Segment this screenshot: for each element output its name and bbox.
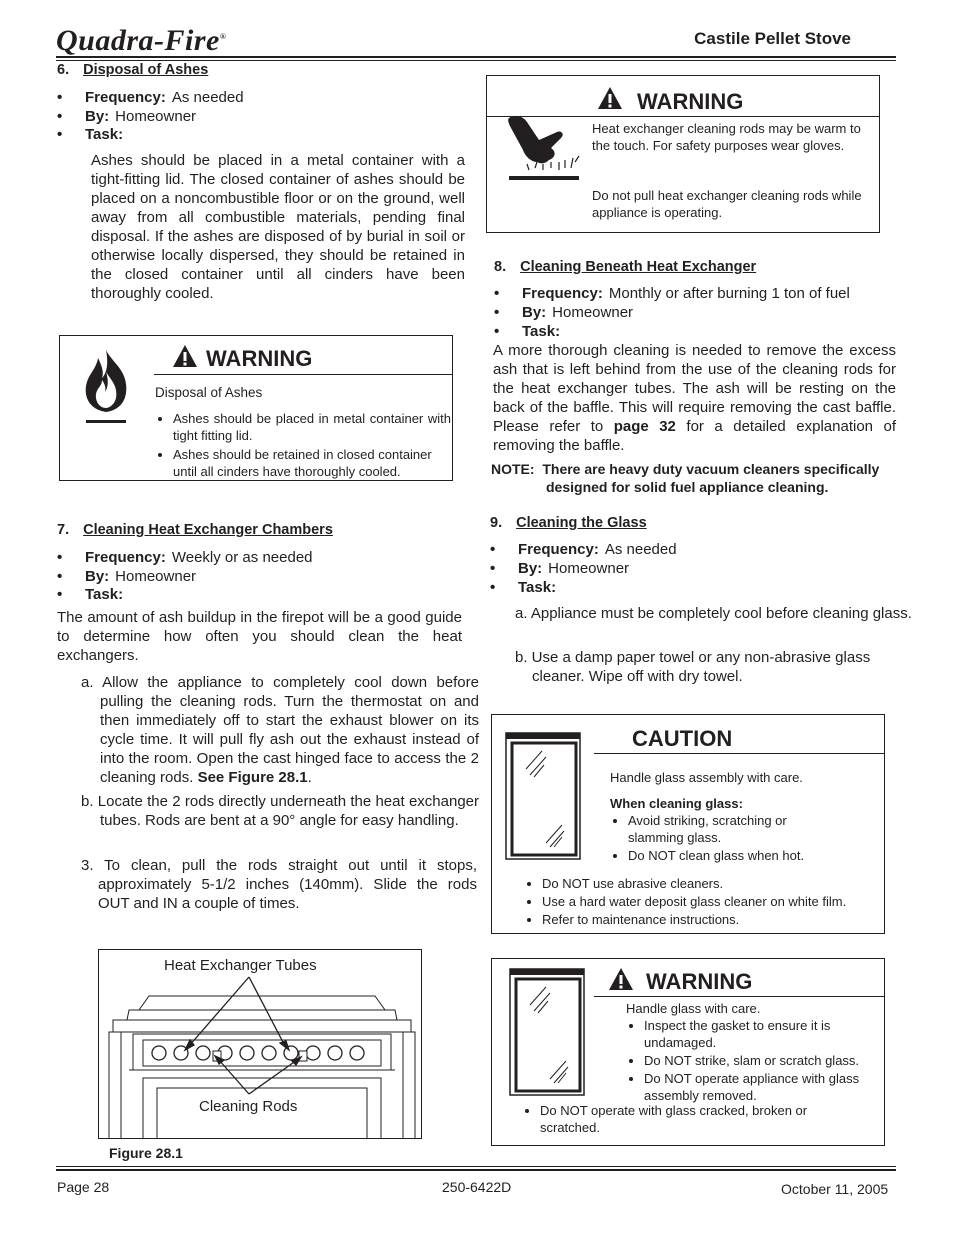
figure-label-tubes: Heat Exchanger Tubes [164,957,317,974]
hot-surface-hand-icon [505,112,581,184]
warning-heading: WARNING [637,89,744,114]
caution-heading: CAUTION [632,726,733,751]
warning-item: • Ashes should be retained in closed container until all cinders have thoroughly cooled. [173,446,451,480]
section-6-heading: 6. Disposal of Ashes [57,62,209,78]
section-9-frequency: • Frequency: As needed [490,541,677,558]
warning-text-operating: Do not pull heat exchanger cleaning rods while appliance is operating. [592,188,862,220]
section-8-by: • By: Homeowner [494,304,634,321]
section-9-step-a: a. Appliance must be completely cool before cleaning glass. [515,605,912,622]
section-6-task: • Task: [57,126,124,143]
document-title: Castile Pellet Stove [694,29,851,48]
brand-logo: Quadra-Fire® [56,24,227,57]
glass-panel-icon [508,967,586,1097]
figure-28-1 [98,949,422,1139]
section-8-frequency: • Frequency: Monthly or after burning 1 ton of fuel [494,285,850,302]
warning-header [594,959,884,997]
caution-box-glass [491,714,885,934]
section-7-step-a: a. Allow the appliance to completely cool down before pulling the cleaning rods. Turn the thermostat on and then immediately off to start the exhaust blower on its cycle time. It will pull fly ash out the exhaust instead of into the room. Open the cast hinged face to access the 2 cleaning rods. See Figure 28.1. [81,674,479,786]
warning-triangle-icon [597,86,623,110]
warning-item: • Ashes should be placed in metal container with tight fitting lid. [173,410,451,444]
footer-rule [56,1169,896,1171]
warning-heading: WARNING [206,346,313,371]
page-number: Page 28 [57,1179,110,1195]
warning-item: • Do NOT strike, slam or scratch glass. [644,1052,880,1069]
caution-item: • Do NOT use abrasive cleaners. [542,875,882,892]
warning-item: • Do NOT operate with glass cracked, broken or scratched. [540,1102,832,1136]
caution-item: • Avoid striking, scratching or slamming glass. [628,812,810,846]
warning-title: Disposal of Ashes [155,385,263,400]
warning-box-rods [486,75,880,233]
warning-header [154,336,452,375]
section-6-by: • By: Homeowner [57,108,197,125]
caution-item: • Refer to maintenance instructions. [542,911,882,928]
section-9-task: • Task: [490,579,557,596]
document-date: October 11, 2005 [781,1181,889,1197]
caution-subheading: When cleaning glass: [610,796,743,811]
footer-rule-thin [56,1166,896,1167]
caution-header [594,715,884,754]
caution-item: • Use a hard water deposit glass cleaner on white film. [542,893,882,910]
caution-item: • Do NOT clean glass when hot. [628,847,810,864]
section-7-by: • By: Homeowner [57,568,197,585]
warning-text-gloves: Heat exchanger cleaning rods may be warm to the touch. For safety purposes wear gloves. [592,121,861,153]
glass-panel-icon [504,731,582,861]
section-9-step-b: b. Use a damp paper towel or any non-abrasive glass cleaner. Wipe off with dry towel. [515,649,871,685]
header-rule [56,56,896,58]
warning-item: • Inspect the gasket to ensure it is undamaged. [644,1017,880,1051]
warning-box-glass [491,958,885,1146]
warning-triangle-icon [608,967,634,991]
section-6-frequency: • Frequency: As needed [57,89,244,106]
caution-list-2 [524,875,882,929]
section-7-intro: The amount of ash buildup in the firepot will be a good guide to determine how often you should clean the heat exchangers. [57,609,462,664]
section-7-frequency: • Frequency: Weekly or as needed [57,549,313,566]
warning-list [155,410,451,481]
warning-list-2 [522,1102,832,1137]
warning-triangle-icon [172,344,198,368]
section-6-text: Ashes should be placed in a metal container with a tight-fitting lid. The closed container of ashes should be placed on a noncombustible floor or on the ground, well away from all combustible materials, pending final disposal. If the ashes are disposed of by burial in soil or otherwise locally dispersed, they should be retained in the closed container until all cinders have been thoroughly cooled. [91,152,465,302]
section-7-step-c: 3. To clean, pull the rods straight out until it stops, approximately 5-1/2 inches (140mm). Slide the rods OUT and IN a couple of times. [81,857,477,912]
section-8-task: • Task: [494,323,561,340]
fire-hazard-icon [78,348,134,426]
section-7-step-b: b. Locate the 2 rods directly underneath the heat exchanger tubes. Rods are bent at a 90° angle for easy handling. [81,793,479,829]
document-number: 250-6422D [442,1179,512,1195]
section-9-heading: 9. Cleaning the Glass [490,515,647,531]
section-8-heading: 8. Cleaning Beneath Heat Exchanger [494,259,757,275]
section-7-heading: 7. Cleaning Heat Exchanger Chambers [57,522,333,538]
warning-list [626,1017,880,1105]
warning-box-ashes [59,335,453,481]
section-9-by: • By: Homeowner [490,560,630,577]
caution-line: Handle glass assembly with care. [610,770,803,785]
warning-header [487,76,879,117]
section-8-note: NOTE: There are heavy duty vacuum cleaners specifically designed for solid fuel appliance cleaning. [491,461,880,495]
section-7-task: • Task: [57,586,124,603]
caution-list [610,812,810,865]
figure-label-rods: Cleaning Rods [199,1098,298,1115]
figure-caption: Figure 28.1 [109,1145,183,1161]
header-rule-thin [56,60,896,61]
warning-heading: WARNING [646,969,753,994]
warning-line: Handle glass with care. [626,1001,761,1016]
warning-item: • Do NOT operate appliance with glass assembly removed. [644,1070,880,1104]
section-8-text: A more thorough cleaning is needed to remove the excess ash that is left behind from the use of the cleaning rods for the heat exchanger tubes. The ash will be resting on the back of the baffle. This will require removing the cast baffle. Please refer to page 32 for a detailed explanation of removing the baffle. [493,342,897,454]
